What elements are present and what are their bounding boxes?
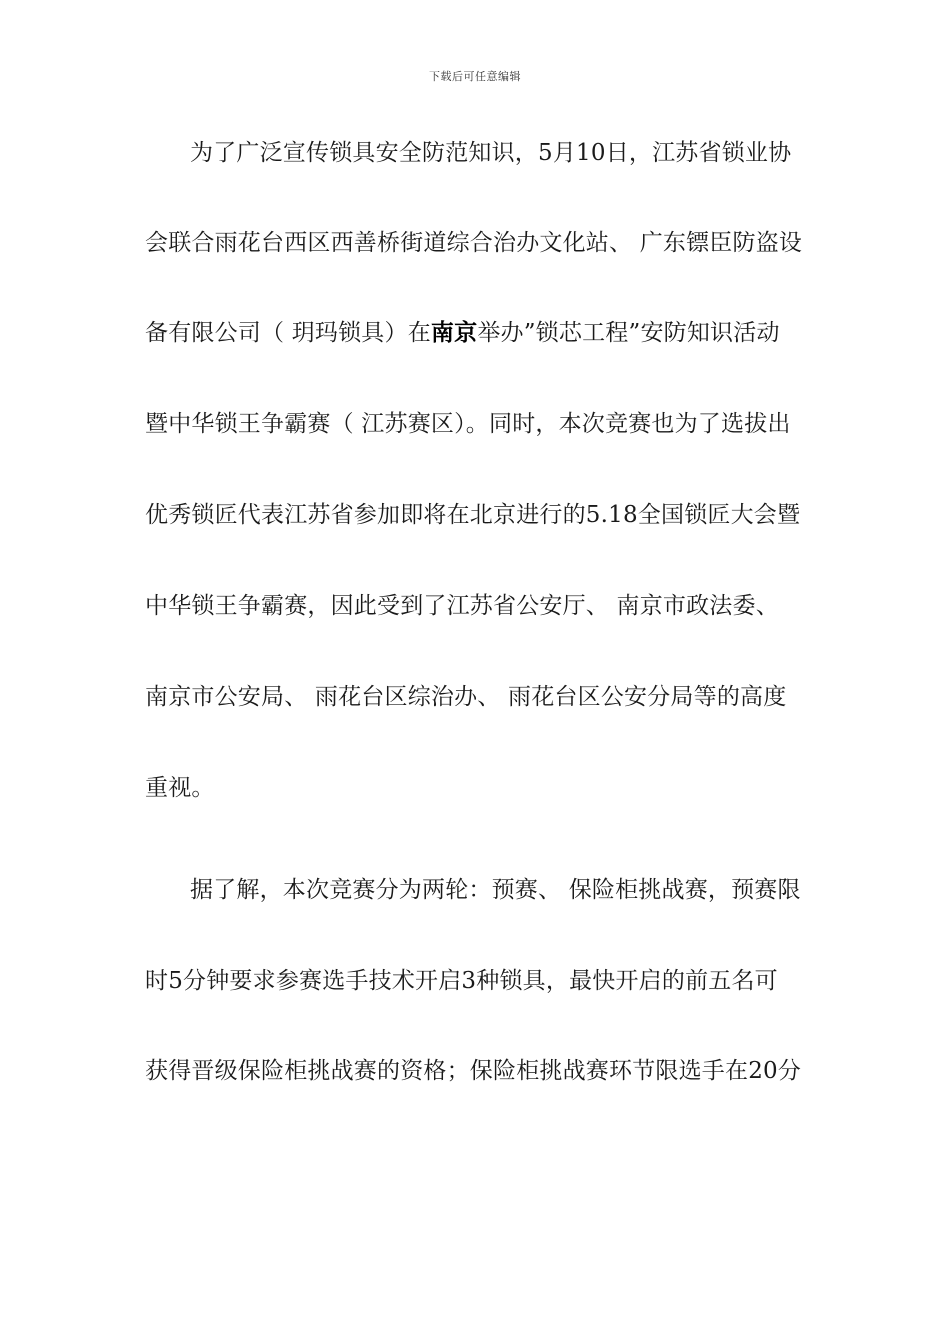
paragraph-1-line-5: 优秀锁匠代表江苏省参加即将在北京进行的5.18全国锁匠大会暨: [145, 502, 801, 528]
paragraph-1-line-4: 暨中华锁王争霸赛（ 江苏赛区）。同时，本次竞赛也为了选拔出: [145, 411, 791, 437]
paragraph-1-line-6: 中华锁王争霸赛，因此受到了江苏省公安厅、 南京市政法委、: [145, 593, 779, 619]
paragraph-1-line-2: 会联合雨花台西区西善桥街道综合治办文化站、 广东镖臣防盗设: [145, 230, 803, 256]
line-3-text-before: 备有限公司（ 玥玛锁具）在: [145, 320, 431, 346]
paragraph-2-line-1: 据了解，本次竞赛分为两轮：预赛、 保险柜挑战赛，预赛限: [190, 877, 801, 903]
paragraph-2-line-3: 获得晋级保险柜挑战赛的资格；保险柜挑战赛环节限选手在20分: [145, 1058, 802, 1084]
paragraph-1-line-7: 南京市公安局、 雨花台区综治办、 雨花台区公安分局等的高度: [145, 684, 787, 710]
page-header: 下载后可任意编辑: [429, 70, 521, 83]
line-3-text-after: 举办”锁芯工程”安防知识活动: [477, 320, 780, 346]
paragraph-1-line-1: 为了广泛宣传锁具安全防范知识，5月10日，江苏省锁业协: [190, 140, 792, 166]
paragraph-1-line-8: 重视。: [145, 775, 215, 801]
paragraph-2-line-2: 时5分钟要求参赛选手技术开启3种锁具，最快开启的前五名可: [145, 968, 778, 994]
bold-keyword-nanjing: 南京: [430, 320, 478, 346]
paragraph-1-line-3: [145, 318, 815, 348]
